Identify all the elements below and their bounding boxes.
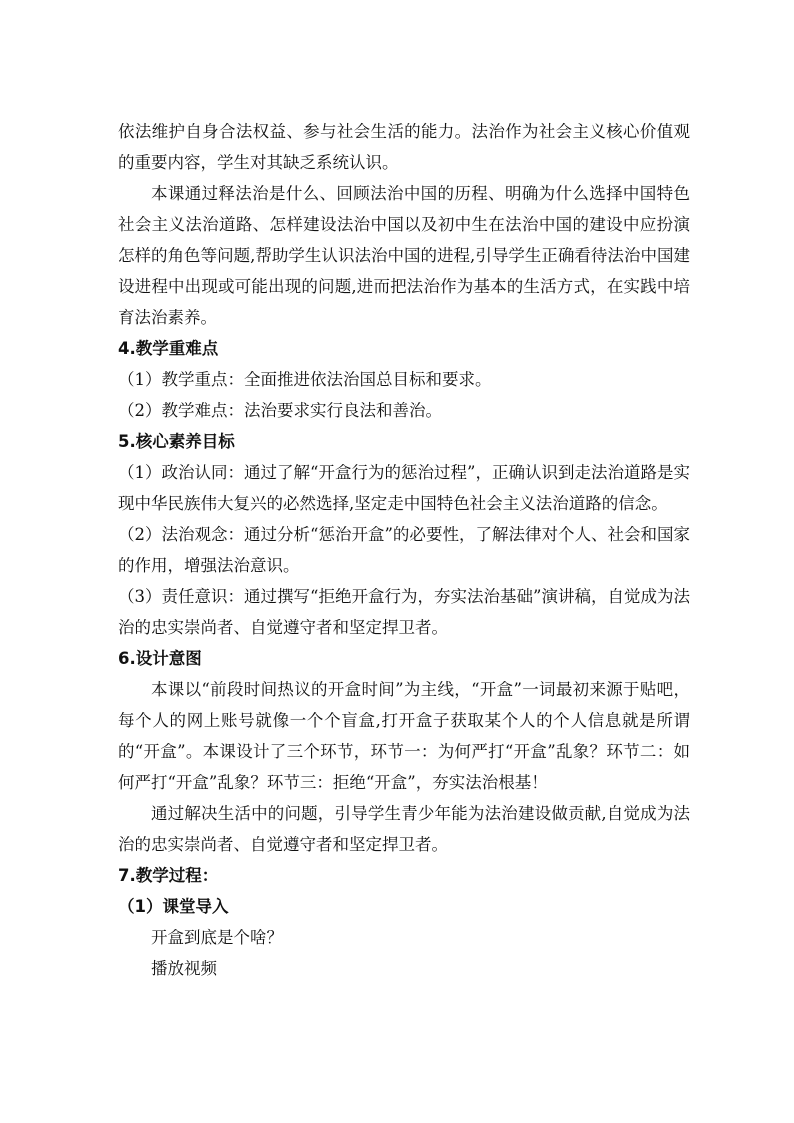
goal-rule-of-law-concept: （2）法治观念：通过分析“惩治开盒”的必要性，了解法律对个人、社会和国家的作用，增强法治意识。 <box>118 525 690 575</box>
paragraph-design-main-thread: 本课以“前段时间热议的开盒时间”为主线，“开盒”一词最初来源于贴吧，每个人的网上账号就像一个个盲盒,打开盒子获取某个人的个人信息就是所谓的“开盒”。本课设计了三个环节，环节一：为何严打“开盒”乱象？环节二：如何严打“开盒”乱象？环节三：拒绝“开盒”，夯实法治根基！ <box>118 680 690 792</box>
line-play-video: 播放视频 <box>151 959 217 978</box>
line-what-is-kaihe: 开盒到底是个啥？ <box>151 928 283 947</box>
paragraph-design-purpose: 通过解决生活中的问题，引导学生青少年能为法治建设做贡献,自觉成为法治的忠实崇尚者、自觉遵守者和坚定捍卫者。 <box>118 804 690 854</box>
document-page <box>118 116 690 984</box>
key-point-item: （1）教学重点：全面推进依法治国总目标和要求。 <box>118 370 492 389</box>
difficult-point-item: （2）教学难点：法治要求实行良法和善治。 <box>118 401 442 420</box>
paragraph-lesson-summary: 本课通过释法治是什么、回顾法治中国的历程、明确为什么选择中国特色社会主义法治道路、怎样建设法治中国以及初中生在法治中国的建设中应扮演怎样的角色等问题,帮助学生认识法治中国的进程,引导学生正确看待法治中国建设进程中出现或可能出现的问题,进而把法治作为基本的生活方式，在实践中培育法治素养。 <box>118 184 690 327</box>
subheading-class-introduction: （1）课堂导入 <box>118 897 229 916</box>
section-heading-key-difficult-points: 4.教学重难点 <box>118 339 219 358</box>
section-heading-teaching-process: 7.教学过程： <box>118 866 219 885</box>
section-heading-core-literacy-goals: 5.核心素养目标 <box>118 432 235 451</box>
paragraph-intro-continued: 依法维护自身合法权益、参与社会生活的能力。法治作为社会主义核心价值观的重要内容，学生对其缺乏系统认识。 <box>118 122 690 172</box>
section-heading-design-intent: 6.设计意图 <box>118 649 202 668</box>
goal-political-identity: （1）政治认同：通过了解“开盒行为的惩治过程”，正确认识到走法治道路是实现中华民族伟大复兴的必然选择,坚定走中国特色社会主义法治道路的信念。 <box>118 463 690 513</box>
goal-responsibility-awareness: （3）责任意识：通过撰写“拒绝开盒行为，夯实法治基础”演讲稿，自觉成为法治的忠实崇尚者、自觉遵守者和坚定捍卫者。 <box>118 587 690 637</box>
